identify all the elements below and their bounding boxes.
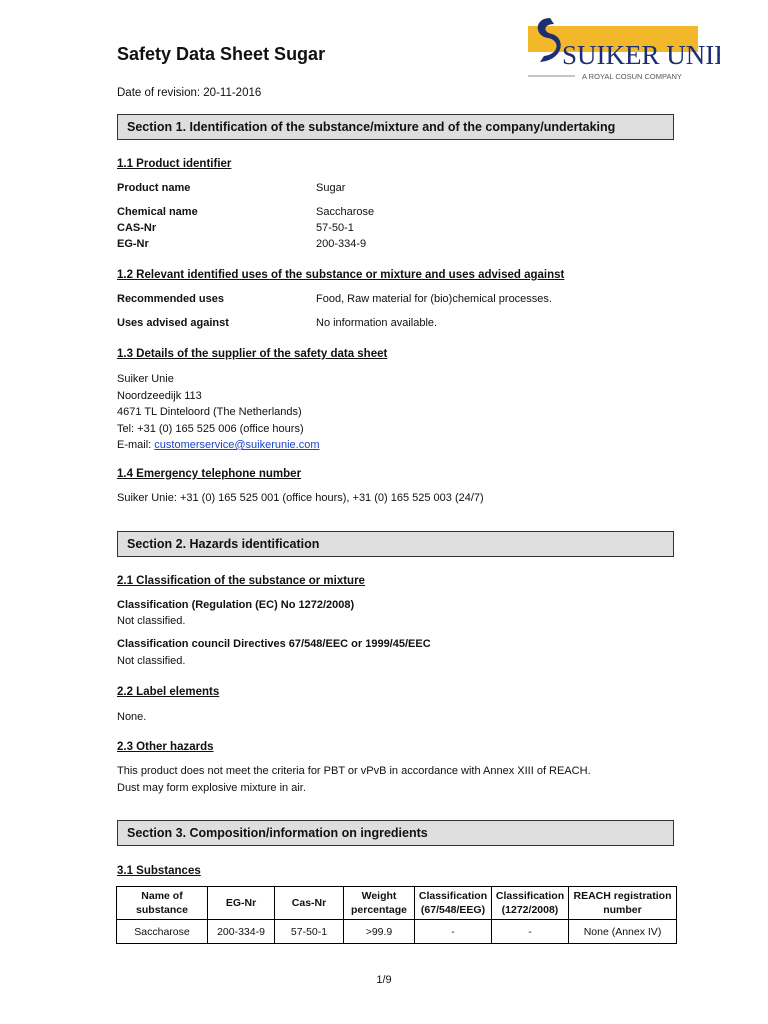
table-cell: - [415,920,492,944]
subsection-1-1: 1.1 Product identifier [117,158,232,170]
subsection-2-1: 2.1 Classification of the substance or mixture [117,575,365,587]
chemical-name-label: Chemical name [117,206,198,218]
other-hazard-line: This product does not meet the criteria for PBT or vPvB in accordance with Annex XIII of REACH. [117,765,591,777]
eg-label: EG-Nr [117,238,149,250]
supplier-line: 4671 TL Dinteloord (The Netherlands) [117,406,302,418]
page-number: 1/9 [376,974,392,986]
table-cell: None (Annex IV) [569,920,677,944]
table-row [117,920,677,944]
classification-2-value: Not classified. [117,655,186,667]
table-cell: Saccharose [117,920,208,944]
section-3-header: Section 3. Composition/information on ingredients [117,820,674,846]
section-1-header: Section 1. Identification of the substance/mixture and of the company/undertaking [117,114,674,140]
section-2-header: Section 2. Hazards identification [117,531,674,557]
table-header-row [117,887,677,920]
supplier-line: Tel: +31 (0) 165 525 006 (office hours) [117,422,304,435]
supplier-line: Noordzeedijk 113 [117,389,202,402]
subsection-1-4: 1.4 Emergency telephone number [117,468,302,480]
classification-2-label: Classification council Directives 67/548/EEC or 1999/45/EEC [117,638,431,650]
cas-label: CAS-Nr [117,222,157,234]
substances-table [116,886,677,944]
subsection-1-3: 1.3 Details of the supplier of the safety data sheet [117,348,388,360]
email-link[interactable]: customerservice@suikerunie.com [154,439,320,451]
page-title: Safety Data Sheet Sugar [117,44,326,64]
subsection-3-1: 3.1 Substances [117,865,201,877]
product-name-label: Product name [117,182,191,194]
table-header: Weight percentage [344,887,415,920]
table-header: REACH registration number [569,887,677,920]
table-header: Classification (67/548/EEG) [415,887,492,920]
email-label: E-mail: [117,439,155,451]
subsection-2-3: 2.3 Other hazards [117,741,214,753]
table-cell: - [492,920,569,944]
other-hazards [117,763,591,796]
table-header: Cas-Nr [275,887,344,920]
cas-value: 57-50-1 [316,222,354,234]
classification-1-value: Not classified. [117,615,186,627]
table-cell: 200-334-9 [208,920,275,944]
supplier-line: Suiker Unie [117,373,174,385]
table-cell: >99.9 [344,920,415,944]
table-header: EG-Nr [208,887,275,920]
uses-against-value: No information available. [316,317,438,329]
table-cell: 57-50-1 [275,920,344,944]
eg-value: 200-334-9 [316,238,367,250]
svg-text:A ROYAL COSUN COMPANY: A ROYAL COSUN COMPANY [582,72,682,81]
recommended-uses-value: Food, Raw material for (bio)chemical processes. [316,293,552,305]
email-line [117,437,320,454]
recommended-uses-label: Recommended uses [117,293,224,305]
table-header: Classification (1272/2008) [492,887,569,920]
revision-date: Date of revision: 20-11-2016 [117,87,262,99]
svg-text:SUIKER UNIE: SUIKER UNIE [562,40,720,70]
subsection-2-2: 2.2 Label elements [117,686,220,698]
product-name-value: Sugar [316,182,346,194]
other-hazard-line: Dust may form explosive mixture in air. [117,781,306,794]
suiker-unie-logo [520,14,720,82]
table-header: Name of substance [117,887,208,920]
supplier-address [117,371,320,454]
uses-against-label: Uses advised against [117,317,229,329]
subsection-1-2: 1.2 Relevant identified uses of the substance or mixture and uses advised against [117,269,565,281]
label-elements-value: None. [117,711,147,723]
classification-1-label: Classification (Regulation (EC) No 1272/2008) [117,599,355,611]
emergency-phone: Suiker Unie: +31 (0) 165 525 001 (office hours), +31 (0) 165 525 003 (24/7) [117,492,484,504]
chemical-name-value: Saccharose [316,206,375,218]
